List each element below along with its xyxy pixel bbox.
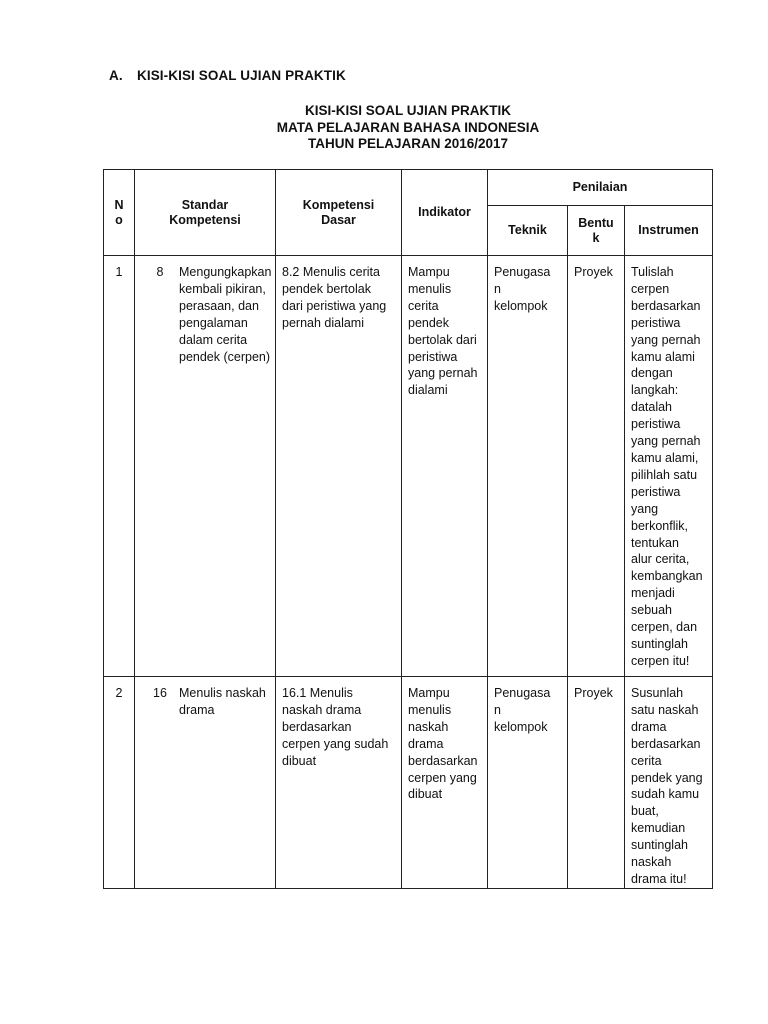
header-kompetensi-dasar: Kompetensi Dasar (276, 170, 402, 256)
header-no: N o (104, 170, 135, 256)
cell-teknik: Penugasa n kelompok (488, 677, 568, 889)
cell-standar-kompetensi (135, 256, 276, 677)
sk-text: Menulis naskah drama (179, 686, 266, 717)
header-indikator: Indikator (402, 170, 488, 256)
title-line-3: TAHUN PELAJARAN 2016/2017 (307, 136, 509, 151)
cell-instrumen: Susunlah satu naskah drama berdasarkan cerita pendek yang sudah kamu buat, kemudian suntinglah naskah drama itu! (625, 677, 713, 889)
table-row (104, 256, 713, 677)
header-teknik: Teknik (488, 206, 568, 256)
title-line-2: MATA PELAJARAN BAHASA INDONESIA (276, 119, 540, 135)
cell-kompetensi-dasar: 16.1 Menulis naskah drama berdasarkan cerpen yang sudah dibuat (276, 677, 402, 889)
sk-number: 16 (153, 686, 167, 700)
header-penilaian: Penilaian (488, 170, 713, 206)
cell-indikator: Mampu menulis naskah drama berdasarkan cerpen yang dibuat (402, 677, 488, 889)
table-row (104, 677, 713, 889)
cell-kompetensi-dasar: 8.2 Menulis cerita pendek bertolak dari peristiwa yang pernah dialami (276, 256, 402, 677)
section-heading (109, 68, 346, 83)
sk-text: Mengungkapkan kembali pikiran, perasaan, dan pengalaman dalam cerita pendek (cerpen) (179, 265, 272, 364)
section-number: A. (109, 68, 123, 83)
cell-bentuk: Proyek (568, 677, 625, 889)
header-standar-kompetensi: Standar Kompetensi (135, 170, 276, 256)
kisi-kisi-table (103, 169, 713, 889)
sk-number: 8 (156, 265, 164, 279)
cell-standar-kompetensi (135, 677, 276, 889)
section-title: KISI-KISI SOAL UJIAN PRAKTIK (137, 68, 346, 83)
cell-no: 1 (104, 256, 135, 677)
document-title (0, 103, 768, 153)
header-bentuk: Bentu k (568, 206, 625, 256)
header-instrumen: Instrumen (625, 206, 713, 256)
cell-bentuk: Proyek (568, 256, 625, 677)
header-row-1 (104, 170, 713, 206)
cell-no: 2 (104, 677, 135, 889)
cell-teknik: Penugasa n kelompok (488, 256, 568, 677)
title-line-1: KISI-KISI SOAL UJIAN PRAKTIK (304, 103, 512, 118)
cell-instrumen: Tulislah cerpen berdasarkan peristiwa yang pernah kamu alami dengan langkah: datalah peristiwa yang pernah kamu alami, pilihlah satu peristiwa yang berkonflik, tentukan alur cerita, kembangkan menjadi sebuah cerpen, dan suntinglah cerpen itu! (625, 256, 713, 677)
cell-indikator: Mampu menulis cerita pendek bertolak dari peristiwa yang pernah dialami (402, 256, 488, 677)
